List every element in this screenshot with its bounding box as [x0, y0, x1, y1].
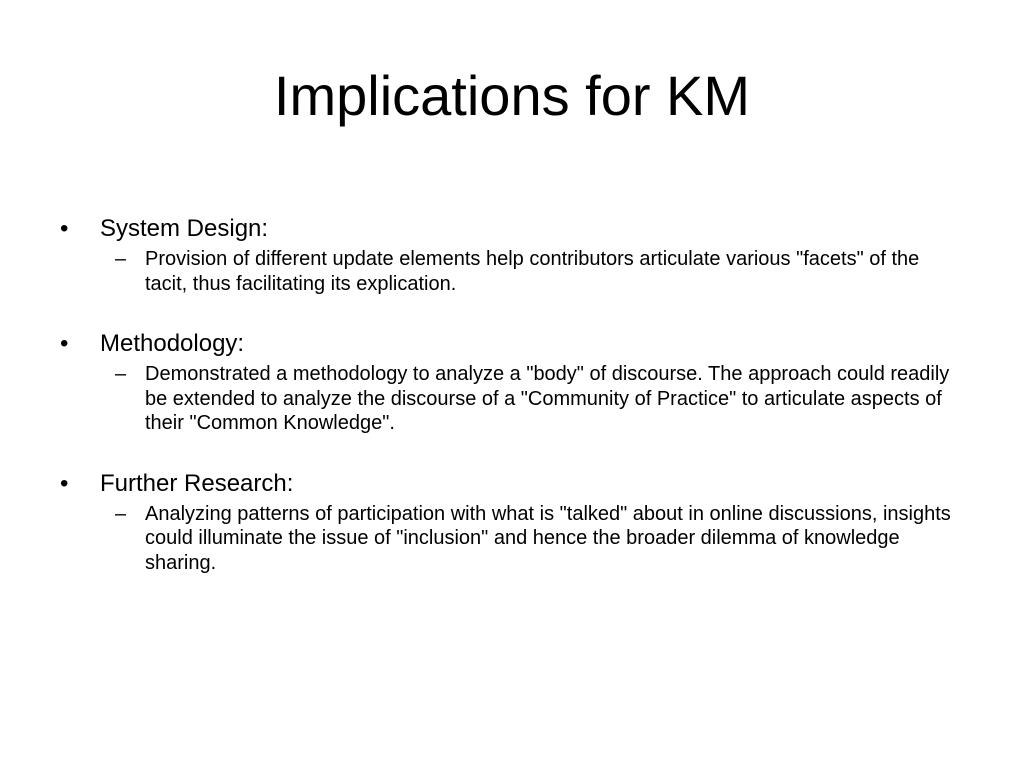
bullet-heading-text: Further Research:	[100, 469, 294, 497]
sub-bullet	[115, 362, 966, 436]
bullet-system-design	[56, 213, 966, 296]
bullet-further-research	[56, 468, 966, 576]
sub-bullet-marker: –	[115, 502, 127, 525]
sub-bullet	[115, 247, 966, 296]
slide-title: Implications for KM	[273, 64, 751, 127]
bullet-heading-text: System Design:	[100, 215, 269, 242]
slide-content	[56, 213, 966, 607]
bullet-marker: •	[60, 215, 69, 242]
sub-bullet-marker: –	[115, 248, 127, 270]
bullet-marker: •	[60, 330, 69, 357]
sub-bullet-text: Provision of different update elements help contributors articulate various "facets" of the tacit, thus facilitating its explication.	[145, 248, 920, 295]
bullet-heading	[56, 213, 966, 247]
bullet-methodology	[56, 328, 966, 436]
bullet-heading	[56, 328, 966, 362]
bullet-marker: •	[60, 469, 69, 497]
sub-bullet-text: Analyzing patterns of participation with what is "talked" about in online discussions, insights could illuminate the issue of "inclusion" and hence the broader dilemma of knowledge sharing.	[145, 502, 951, 574]
sub-bullet-text: Demonstrated a methodology to analyze a "body" of discourse. The approach could readily be extended to analyze the discourse of a "Community of Practice" to articulate aspects of their "Common Knowledge".	[145, 363, 950, 434]
sub-bullet	[115, 502, 966, 576]
bullet-heading-text: Methodology:	[100, 330, 245, 357]
sub-bullet-marker: –	[115, 363, 127, 385]
bullet-heading	[56, 468, 966, 502]
